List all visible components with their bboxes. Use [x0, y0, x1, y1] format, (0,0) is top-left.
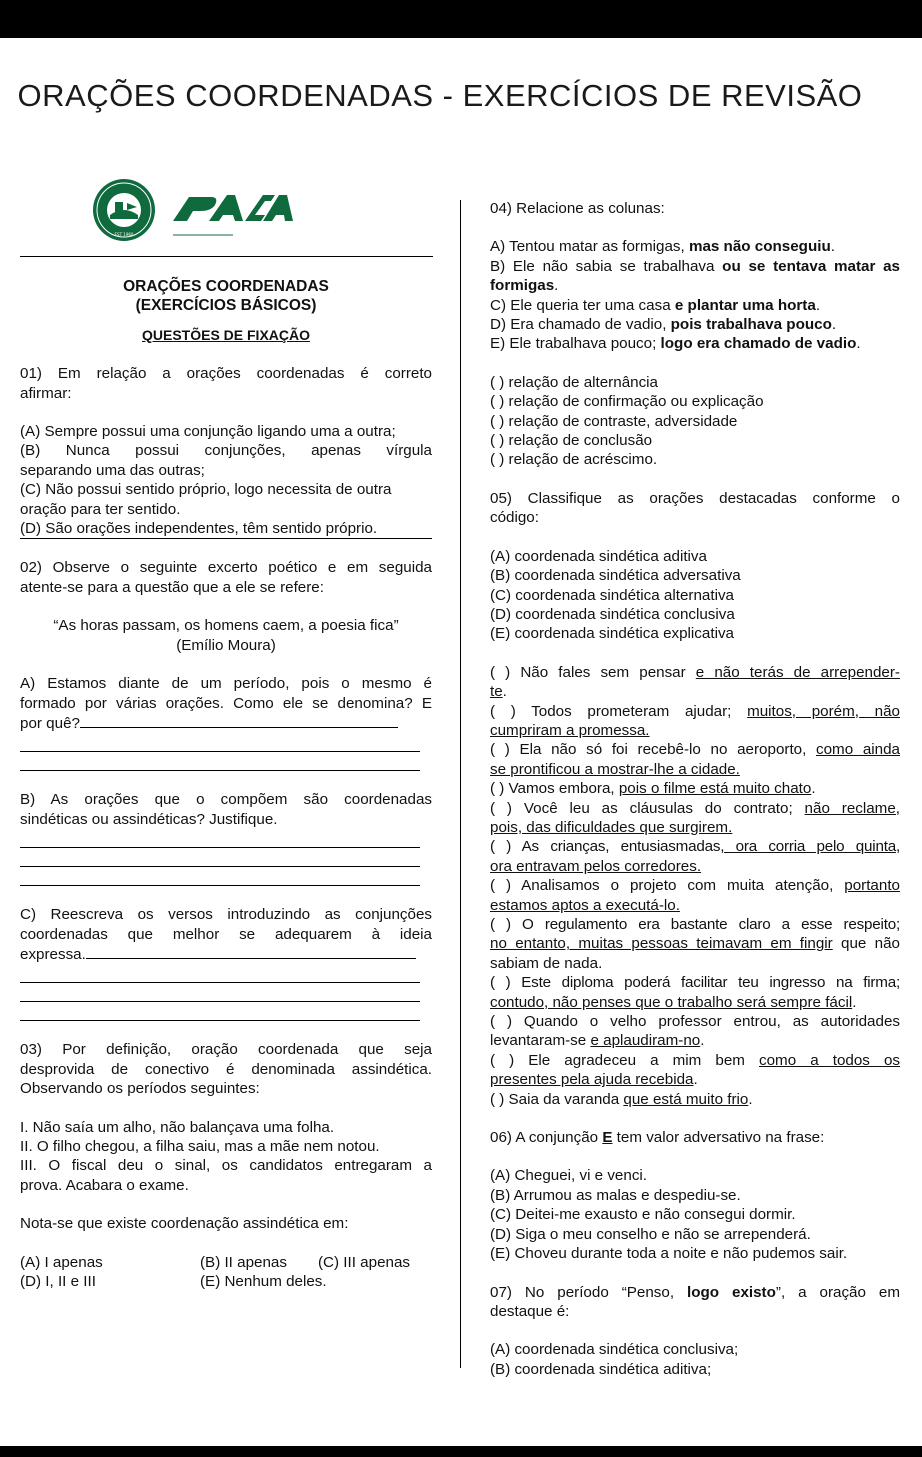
q6-option-e[interactable]: (E) Choveu durante toda a noite e não pudemos sair.	[490, 1245, 848, 1263]
q5-sentence-1[interactable]: ( ) Não fales sem pensar e não terás de arrepender-	[490, 663, 900, 681]
q3-note: Nota-se que existe coordenação assindética em:	[20, 1215, 349, 1233]
q3-option-a[interactable]: (A) I apenas	[20, 1253, 103, 1271]
q5-code-c: (C) coordenada sindética alternativa	[490, 586, 734, 604]
q2b-text-cont: sindéticas ou assindéticas? Justifique.	[20, 810, 278, 828]
q5-sentence-10[interactable]: ( ) Quando o velho professor entrou, as autoridades	[490, 1013, 900, 1031]
q2c-text-end: expressa.	[20, 945, 86, 963]
section-label: QUESTÕES DE FIXAÇÃO	[141, 326, 311, 343]
paca-wordmark	[173, 195, 293, 235]
school-seal-icon	[93, 179, 155, 241]
q3-prompt-cont: desprovida de conectivo é denominada assindética.	[20, 1060, 432, 1078]
q4-relation-3[interactable]: ( ) relação de contraste, adversidade	[490, 412, 738, 430]
q7-option-b[interactable]: (B) coordenada sindética aditiva;	[490, 1360, 712, 1378]
q5-sentence-12[interactable]: ( ) Saia da varanda que está muito frio.	[490, 1090, 753, 1108]
q4-c-text: C) Ele queria ter uma casa	[490, 296, 675, 314]
q1-option-b: (B) Nunca possui conjunções, apenas vírgula	[20, 442, 432, 460]
q4-relation-4[interactable]: ( ) relação de conclusão	[490, 432, 653, 450]
q5-code-b: (B) coordenada sindética adversativa	[490, 567, 741, 585]
q2-prompt-cont: atente-se para a questão que a ele se refere:	[20, 578, 324, 596]
q1-option-d: (D) São orações independentes, têm sentido próprio.	[20, 519, 432, 539]
q5-prompt: 05) Classifique as orações destacadas conforme o	[490, 489, 900, 507]
q3-option-e[interactable]: (E) Nenhum deles.	[200, 1272, 327, 1290]
q1-option-b-cont: separando uma das outras;	[20, 461, 205, 479]
q5-s8-post: que não	[832, 935, 900, 953]
q4-b-highlight-cont: formigas	[490, 277, 555, 295]
q4-b-highlight: ou se tentava matar as	[722, 257, 900, 275]
q2-author: (Emílio Moura)	[176, 636, 276, 654]
q1-option-a: (A) Sempre possui uma conjunção ligando uma a outra;	[20, 423, 396, 441]
header-divider	[20, 256, 433, 257]
q3-prompt-end: Observando os períodos seguintes:	[20, 1080, 260, 1098]
q5-s9-end: .	[852, 993, 857, 1011]
q5-s2-cont: cumpriram a promessa.	[490, 721, 650, 739]
q5-s5-cont: pois, das dificuldades que surgirem.	[490, 818, 733, 836]
q5-s1-end: .	[502, 683, 507, 701]
q5-sentence-8[interactable]: ( ) O regulamento era bastante claro a esse respeito;	[490, 916, 900, 933]
page-title: ORAÇÕES COORDENADAS - EXERCÍCIOS DE REVISÃO	[17, 78, 863, 113]
q2a-text-end: por quê?	[20, 714, 80, 732]
answer-line[interactable]	[20, 983, 420, 1002]
q4-b-end: .	[554, 277, 559, 295]
q5-s1-cont: te	[490, 683, 503, 701]
q4-a-end: .	[830, 238, 835, 256]
q2a-text: A) Estamos diante de um período, pois o mesmo é	[20, 675, 432, 693]
q3-option-c[interactable]: (C) III apenas	[318, 1253, 411, 1271]
q6-option-d[interactable]: (D) Siga o meu conselho e não se arrependerá.	[490, 1225, 811, 1243]
q5-sentence-2[interactable]: ( ) Todos prometeram ajudar; muitos, porém, não	[490, 702, 900, 720]
q3-item-ii: II. O filho chegou, a filha saiu, mas a mãe nem notou.	[20, 1137, 380, 1155]
q4-d-end: .	[831, 316, 837, 334]
answer-line[interactable]	[20, 829, 420, 848]
q5-s8-underlined: no entanto, muitas pessoas teimavam em fingir	[490, 935, 833, 953]
q1-prompt: 01) Em relação a orações coordenadas é correto	[20, 365, 432, 383]
q6-prompt: 06) A conjunção E tem valor adversativo na frase:	[490, 1129, 825, 1147]
q5-sentence-7[interactable]: ( ) Analisamos o projeto com muita atenção, portanto	[490, 877, 900, 895]
right-column	[490, 199, 900, 1379]
school-logo	[93, 177, 293, 248]
q7-prompt-cont: destaque é:	[490, 1302, 570, 1320]
q2c-text-cont: coordenadas que melhor se adequarem à ideia	[20, 925, 432, 943]
q5-s7-cont: estamos aptos a executá-lo.	[490, 896, 680, 914]
q5-s8-end: sabiam de nada.	[490, 954, 603, 972]
answer-line[interactable]	[20, 848, 420, 867]
q7-option-a[interactable]: (A) coordenada sindética conclusiva;	[490, 1341, 739, 1359]
q5-s10-text: levantaram-se	[490, 1032, 591, 1050]
answer-line[interactable]	[20, 964, 420, 983]
answer-line[interactable]	[20, 752, 420, 771]
q4-c-end: .	[815, 296, 821, 314]
q5-code-e: (E) coordenada sindética explicativa	[490, 625, 734, 643]
q5-s9-underlined: contudo, não penses que o trabalho será sempre fácil	[490, 993, 853, 1011]
q1-option-c: (C) Não possui sentido próprio, logo necessita de outra	[20, 481, 392, 499]
q3-item-iii-cont: prova. Acabara o exame.	[20, 1176, 189, 1194]
q5-s11-end: .	[693, 1071, 698, 1089]
q3-option-b[interactable]: (B) II apenas	[200, 1253, 287, 1271]
section-subtitle: (EXERCÍCIOS BÁSICOS)	[135, 297, 317, 315]
q4-relation-5[interactable]: ( ) relação de acréscimo.	[490, 451, 658, 469]
q5-s6-cont: ora entravam pelos corredores.	[490, 857, 702, 875]
q2-quote: “As horas passam, os homens caem, a poesia fica”	[53, 617, 399, 635]
q4-a-highlight: mas não conseguiu	[688, 238, 831, 256]
q4-relation-2[interactable]: ( ) relação de confirmação ou explicação	[490, 393, 764, 411]
top-black-bar	[0, 0, 922, 38]
q4-d-text: D) Era chamado de vadio,	[490, 316, 671, 334]
q2c-answer-blank[interactable]	[86, 944, 416, 959]
q4-d-highlight: pois trabalhava pouco	[670, 316, 832, 334]
bottom-black-bar	[0, 1446, 922, 1457]
q2c-text: C) Reescreva os versos introduzindo as conjunções	[20, 906, 432, 924]
column-divider	[460, 200, 461, 1368]
q2a-answer-blank[interactable]	[80, 713, 398, 728]
q6-conjunction: E	[602, 1129, 613, 1147]
q5-sentence-3[interactable]: ( ) Ela não só foi recebê-lo no aeroporto, como ainda	[490, 741, 900, 759]
q3-item-i: I. Não saía um alho, não balançava uma folha.	[20, 1118, 335, 1136]
q3-prompt: 03) Por definição, oração coordenada que seja	[20, 1041, 432, 1059]
q4-b-text: B) Ele não sabia se trabalhava	[490, 257, 723, 275]
q4-a-text: A) Tentou matar as formigas,	[490, 238, 689, 256]
q6-option-a[interactable]: (A) Cheguei, vi e venci.	[490, 1167, 648, 1185]
q5-code-d: (D) coordenada sindética conclusiva	[490, 605, 735, 623]
q5-sentence-4[interactable]: ( ) Vamos embora, pois o filme está muito chato.	[490, 780, 816, 798]
q5-s3-cont: se prontificou a mostrar-lhe a cidade.	[490, 760, 740, 778]
q7-highlight: logo existo	[687, 1283, 776, 1301]
q5-sentence-11[interactable]: ( ) Ele agradeceu a mim bem como a todos os	[490, 1051, 900, 1069]
q5-sentence-9[interactable]: ( ) Este diploma poderá facilitar teu ingresso na firma;	[490, 974, 900, 992]
q4-e-highlight: logo era chamado de vadio	[660, 335, 857, 353]
q6-option-b[interactable]: (B) Arrumou as malas e despediu-se.	[490, 1186, 741, 1204]
q5-code-a: (A) coordenada sindética aditiva	[490, 547, 707, 565]
q5-s11-cont: presentes pela ajuda recebida	[490, 1071, 694, 1089]
section-heading: ORAÇÕES COORDENADAS	[123, 278, 329, 295]
q4-e-end: .	[856, 335, 861, 353]
seal-year: EST 1960	[114, 232, 134, 237]
q2b-text: B) As orações que o compõem são coordenadas	[20, 791, 432, 809]
q7-prompt: 07) No período “Penso, logo existo”, a oração em	[490, 1283, 900, 1301]
q6-option-c[interactable]: (C) Deitei-me exausto e não consegui dormir.	[490, 1206, 796, 1224]
q5-sentence-6[interactable]: ( ) As crianças, entusiasmadas, ora corria pelo quinta,	[490, 838, 900, 856]
q3-option-d[interactable]: (D) I, II e III	[20, 1272, 96, 1290]
left-column	[20, 277, 432, 1291]
q4-relation-1[interactable]: ( ) relação de alternância	[490, 373, 658, 391]
q4-c-highlight: e plantar uma horta	[674, 296, 816, 314]
q5-sentence-5[interactable]: ( ) Você leu as cláusulas do contrato; não reclame,	[490, 799, 901, 817]
q2-prompt: 02) Observe o seguinte excerto poético e em seguida	[20, 559, 432, 577]
answer-line[interactable]	[20, 867, 420, 886]
answer-line[interactable]	[20, 1002, 420, 1021]
answer-line[interactable]	[20, 733, 420, 752]
q2a-text-cont: formado por várias orações. Como ele se denomina? E	[20, 694, 432, 712]
q5-prompt-cont: código:	[490, 509, 539, 527]
q3-item-iii: III. O fiscal deu o sinal, os candidatos entregaram a	[20, 1157, 432, 1175]
q5-s10-end: .	[700, 1032, 705, 1050]
q5-s10-underlined: e aplaudiram-no	[590, 1032, 701, 1050]
q4-title: 04) Relacione as colunas:	[490, 200, 665, 217]
q4-e-text: E) Ele trabalhava pouco;	[490, 335, 661, 353]
q1-option-c-cont: oração para ter sentido.	[20, 500, 181, 518]
q1-prompt-cont: afirmar:	[20, 384, 72, 402]
